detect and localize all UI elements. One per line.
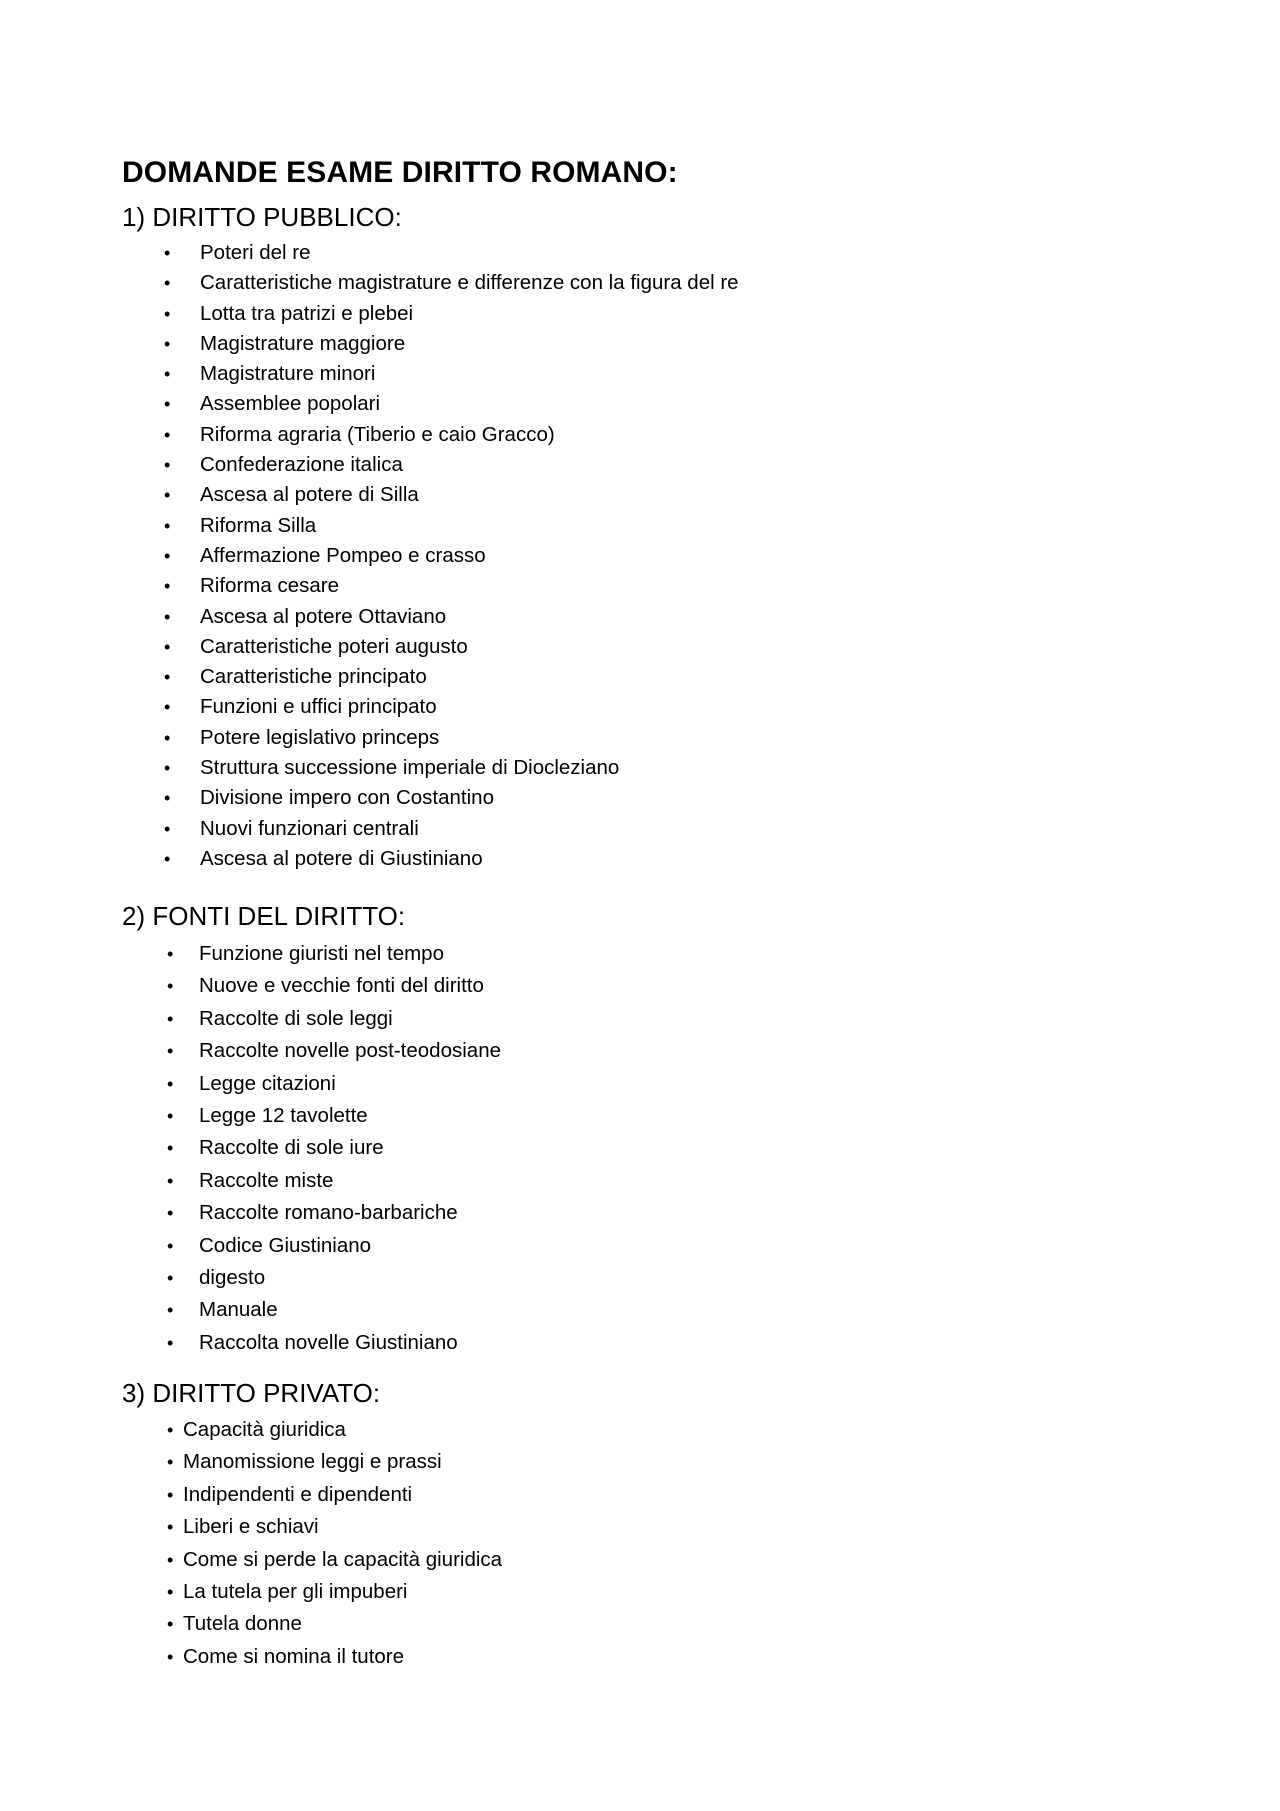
bullet-icon: • — [167, 1614, 174, 1635]
list-item-text: Funzioni e uffici principato — [200, 695, 437, 719]
list-item — [164, 571, 739, 601]
list-item — [164, 450, 739, 480]
section-heading-fonti-del-diritto: 2) FONTI DEL DIRITTO: — [122, 901, 406, 931]
bullet-icon: • — [167, 976, 174, 997]
document-title: DOMANDE ESAME DIRITTO ROMANO: — [122, 156, 678, 189]
list-item — [164, 783, 739, 813]
list-diritto-privato — [167, 1414, 503, 1673]
list-item-text: Divisione impero con Costantino — [200, 786, 494, 810]
list-item-text: Funzione giuristi nel tempo — [199, 942, 444, 965]
bullet-icon: • — [167, 1646, 174, 1667]
bullet-icon: • — [167, 1484, 174, 1505]
list-item-text: Lotta tra patrizi e plebei — [200, 301, 414, 325]
list-item-text: Tutela donne — [183, 1612, 302, 1636]
list-item — [167, 1414, 502, 1446]
bullet-icon: • — [167, 1235, 174, 1256]
bullet-icon: • — [167, 1452, 174, 1473]
list-item-text: Poteri del re — [200, 241, 311, 264]
bullet-icon: • — [167, 1549, 174, 1570]
list-item-text: Struttura successione imperiale di Diocleziano — [200, 756, 620, 780]
list-item-text: Manuale — [199, 1298, 278, 1322]
list-item — [167, 1068, 501, 1100]
bullet-icon: • — [164, 848, 171, 869]
list-diritto-pubblico — [164, 238, 739, 874]
list-item — [164, 844, 739, 874]
list-item — [164, 329, 739, 359]
list-item — [167, 1511, 502, 1543]
list-fonti-del-diritto — [167, 938, 501, 1359]
bullet-icon: • — [164, 394, 171, 415]
list-item-text: Manomissione leggi e prassi — [183, 1450, 442, 1474]
list-item — [167, 1035, 501, 1067]
list-item-text: Caratteristiche poteri augusto — [200, 634, 468, 658]
bullet-icon: • — [167, 1203, 174, 1224]
list-item — [167, 1132, 501, 1164]
list-item — [167, 1230, 501, 1262]
list-item-text: Caratteristiche magistrature e differenze con la figura del re — [200, 271, 739, 295]
section-heading-diritto-pubblico: 1) DIRITTO PUBBLICO: — [122, 202, 402, 232]
list-item-text: Raccolte di sole leggi — [199, 1006, 393, 1030]
bullet-icon: • — [164, 364, 171, 385]
list-item — [164, 541, 739, 571]
list-item — [164, 511, 739, 541]
list-item — [164, 238, 739, 268]
list-item — [167, 970, 501, 1002]
bullet-icon: • — [164, 818, 171, 839]
bullet-icon: • — [164, 333, 171, 354]
bullet-icon: • — [164, 606, 171, 627]
list-item — [167, 1294, 501, 1326]
section-heading-diritto-privato: 3) DIRITTO PRIVATO: — [122, 1378, 381, 1408]
bullet-icon: • — [167, 1138, 174, 1159]
bullet-icon: • — [164, 667, 171, 688]
bullet-icon: • — [167, 1073, 174, 1094]
list-item-text: Legge 12 tavolette — [199, 1103, 368, 1127]
bullet-icon: • — [167, 1170, 174, 1191]
list-item-text: Caratteristiche principato — [200, 665, 427, 689]
bullet-icon: • — [167, 1332, 174, 1353]
bullet-icon: • — [167, 1008, 174, 1029]
list-item-text: Nuove e vecchie fonti del diritto — [199, 974, 484, 998]
list-item-text: Riforma Silla — [200, 513, 317, 537]
list-item — [164, 480, 739, 510]
bullet-icon: • — [167, 1581, 174, 1602]
bullet-icon: • — [164, 576, 171, 597]
list-item-text: digesto — [199, 1265, 266, 1289]
list-item-text: Ascesa al potere di Silla — [200, 483, 419, 507]
list-item-text: Ascesa al potere Ottaviano — [200, 604, 447, 628]
bullet-icon: • — [164, 424, 171, 445]
list-item — [164, 268, 739, 298]
list-item — [164, 692, 739, 722]
bullet-icon: • — [167, 1420, 174, 1440]
list-item — [164, 420, 739, 450]
bullet-icon: • — [164, 758, 171, 779]
list-item-text: La tutela per gli impuberi — [183, 1579, 408, 1603]
list-item-text: Nuovi funzionari centrali — [200, 816, 419, 840]
bullet-icon: • — [164, 273, 171, 294]
list-item-text: Affermazione Pompeo e crasso — [200, 543, 486, 567]
bullet-icon: • — [164, 485, 171, 506]
list-item — [164, 662, 739, 692]
list-item — [167, 1262, 501, 1294]
bullet-icon: • — [164, 697, 171, 718]
list-item — [164, 602, 739, 632]
list-item — [164, 753, 739, 783]
bullet-icon: • — [167, 1267, 174, 1288]
list-item-text: Come si perde la capacità giuridica — [183, 1547, 503, 1571]
bullet-icon: • — [164, 243, 171, 263]
list-item-text: Liberi e schiavi — [183, 1515, 319, 1539]
list-item — [167, 1608, 502, 1640]
bullet-icon: • — [167, 1105, 174, 1126]
list-item-text: Riforma cesare — [200, 574, 339, 598]
list-item — [167, 1641, 502, 1673]
list-item — [167, 1544, 503, 1576]
bullet-icon: • — [164, 303, 171, 324]
list-item — [167, 1446, 502, 1478]
bullet-icon: • — [167, 1041, 174, 1062]
list-item-text: Come si nomina il tutore — [183, 1644, 405, 1668]
list-item — [164, 632, 739, 662]
list-item — [164, 723, 739, 753]
list-item — [167, 1003, 501, 1035]
list-item-text: Ascesa al potere di Giustiniano — [200, 846, 483, 870]
list-item-text: Raccolta novelle Giustiniano — [199, 1330, 458, 1354]
list-item-text: Raccolte novelle post-teodosiane — [199, 1039, 501, 1063]
list-item — [167, 1165, 501, 1197]
bullet-icon: • — [164, 455, 171, 476]
bullet-icon: • — [164, 636, 171, 657]
list-item-text: Capacità giuridica — [183, 1418, 346, 1441]
list-item-text: Potere legislativo princeps — [200, 725, 440, 749]
list-item-text: Riforma agraria (Tiberio e caio Gracco) — [200, 422, 555, 446]
list-item-text: Codice Giustiniano — [199, 1233, 372, 1257]
bullet-icon: • — [164, 545, 171, 566]
list-item-text: Indipendenti e dipendenti — [183, 1482, 413, 1506]
list-item-text: Magistrature minori — [200, 362, 376, 386]
list-item — [164, 299, 739, 329]
bullet-icon: • — [164, 727, 171, 748]
list-item-text: Raccolte di sole iure — [199, 1136, 384, 1160]
list-item-text: Legge citazioni — [199, 1071, 336, 1095]
bullet-icon: • — [167, 1300, 174, 1321]
list-item-text: Magistrature maggiore — [200, 331, 406, 355]
list-item — [167, 1100, 501, 1132]
bullet-icon: • — [164, 515, 171, 536]
list-item — [167, 1576, 502, 1608]
list-item-text: Assemblee popolari — [200, 392, 381, 416]
list-item — [167, 1197, 501, 1229]
list-item-text: Raccolte romano-barbariche — [199, 1201, 458, 1225]
list-item — [164, 359, 739, 389]
list-item — [167, 938, 501, 970]
bullet-icon: • — [167, 1517, 174, 1538]
list-item-text: Confederazione italica — [200, 453, 403, 477]
bullet-icon: • — [167, 944, 174, 964]
list-item — [164, 814, 739, 844]
list-item-text: Raccolte miste — [199, 1168, 334, 1192]
list-item — [167, 1327, 501, 1359]
list-item — [164, 389, 739, 419]
list-item — [167, 1479, 502, 1511]
bullet-icon: • — [164, 788, 171, 809]
